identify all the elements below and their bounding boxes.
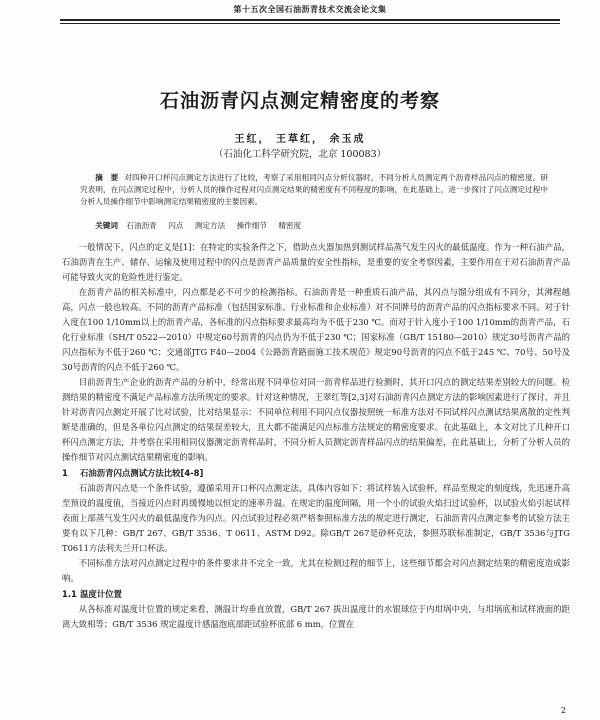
body-paragraph: 目前沥青生产企业的沥青产品的分析中，经常出现不同单位对同一沥青样品进行检测时，其开口闪点的测定结果差别较大的问题。检测结果的精密度不满足产品标准方法所规定的要求。针对这种情况，王翠红等[2,3]对石油沥青闪点测定方法的影响因素进行了探讨，并且针对沥青闪点测定开展了比对试验，比对结果显示：不同单位利用不同闪点仪器按照统一标准方法对不同试样闪点测试结果离散的定性判断是准确的，但是各单位闪点测定的结果误差较大，且大都不能满足闪点标准方法规定的精密度要求。在此基础上，本文对比了几种开口杯闪点测定方法，并考察在采用相同仪器测定沥青样品时，不同分析人员测定沥青样品闪点的结果偏差，在此基础上，分析了分析人员的操作细节对闪点测试结果精密度的影响。 — [62, 377, 570, 462]
section-number: 1.1 — [62, 589, 77, 599]
body-text — [62, 240, 570, 632]
keywords-block — [80, 220, 548, 232]
abstract-label: 摘 要 — [95, 173, 119, 182]
keyword-item: 操作细节 — [236, 221, 267, 230]
author-list: 王红， 王草红， 余玉成 — [234, 134, 366, 145]
article-title: 石油沥青闪点测定精密度的考察 — [159, 90, 440, 112]
section-heading — [62, 466, 570, 481]
section-title: 石油沥青闪点测试方法比较[4-8] — [80, 468, 204, 478]
body-paragraph: 不同标准方法对闪点测定过程中的条件要求并不完全一致，尤其在检测过程的细节上，这些细节都会对闪点测定结果的精密度造成影响。 — [62, 558, 570, 583]
author-affiliation: （石油化工科学研究院，北京 100083） — [213, 149, 387, 160]
body-paragraph: 从各标准对温度计位置的规定来看，测温计均垂直放置，GB/T 267 拔出温度计的水银球位于内坩埚中央，与坩埚底和试样液面的距离大致相等；GB/T 3536 规定温度计感温泡底部距试验杯底部 6 mm，位置在 — [62, 604, 570, 629]
abstract-block — [80, 172, 548, 208]
body-paragraph: 一般情况下，闪点的定义是[1]：在特定的实验条件之下，借助点火器加热到测试样品蒸气发生闪火的最低温度。作为一种石油产品，石油沥青在生产、储存、运输及使用过程中的闪点是沥青产品质量的安全性指标，是重要的安全考察因素，主要作用在于对石油沥青产品可能导致火灾的危险性进行鉴定。 — [62, 242, 570, 282]
section-title: 温度计位置 — [80, 589, 122, 599]
keyword-item: 精密度 — [278, 221, 302, 230]
body-paragraph: 在沥青产品的相关标准中，闪点都是必不可少的检测指标。石油沥青是一种重质石油产品，其闪点与馏分组成有不同分，其沸程越高，闪点一般也较高。不同的沥青产品标准（包括国家标准、行业标准和企业标准）对不同牌号的沥青产品的闪点指标要求不同。对于针入度在100 1/10mm以上的沥青产品，各标准的闪点指标要求最高均为不低于230 ℃。而对于针入度小于100 1/10mm的沥青产品，石化行业标准（SH/T 0522—2010）中规定60号沥青的闪点仍为不低于230 ℃；国家标准（GB/T 15180—2010）规定30号沥青产品的闪点指标为不低于260 ℃；交通部JTG F40—2004《公路沥青路面施工技术规范》规定90号沥青的闪点不低于245 ℃、70号、50号及30号沥青的闪点不低于260 ℃。 — [62, 287, 570, 372]
subsection-heading — [62, 587, 570, 602]
section-number: 1 — [62, 468, 68, 478]
page-number: 2 — [560, 706, 566, 715]
keyword-item: 测定方法 — [194, 221, 226, 230]
abstract-text: 对四种开口杯闪点测定方法进行了比较，考察了采用相同闪点分析仪器时，不同分析人员测定两个沥青样品闪点的精密度。研究表明，在闪点测定过程中，分析人员的操作过程对闪点测定结果的精密度有不同程度的影响，在此基础上，进一步探讨了闪点测定过程中分析人员操作细节中影响测定结果精密度的主要因素。 — [80, 173, 549, 206]
running-header: 第十五次全国石油沥青技术交流会论文集 — [60, 4, 560, 21]
keyword-item: 闪点 — [168, 221, 184, 230]
keywords-label: 关键词 — [95, 221, 118, 230]
keyword-item: 石油沥青 — [126, 221, 157, 230]
body-paragraph: 石油沥青闪点是一个条件试验，遵循采用开口杯闪点测定法，具体内容如下：将试样装入试验杯，样品至规定的刻度线，先迅速升高至预设的温度值，当接近闪点时再缓慢地以恒定的速率升温。在规定的温度间隔，用一个小的试验火焰扫过试验杯，以试验火焰引起试样表面上部蒸气发生闪火的最低温度作为闪点。闪点试验过程必须严格参照标准方法的规定进行测定，石油沥青闪点测定参考的试验方法主要有以下几种：GB/T 267、GB/T 3536、T 0611、ASTM D92。除GB/T 267是砂杯克法，参照苏联标准制定，GB/T 3536与JTG T0611方法利夫兰开口杯法。 — [62, 483, 570, 553]
